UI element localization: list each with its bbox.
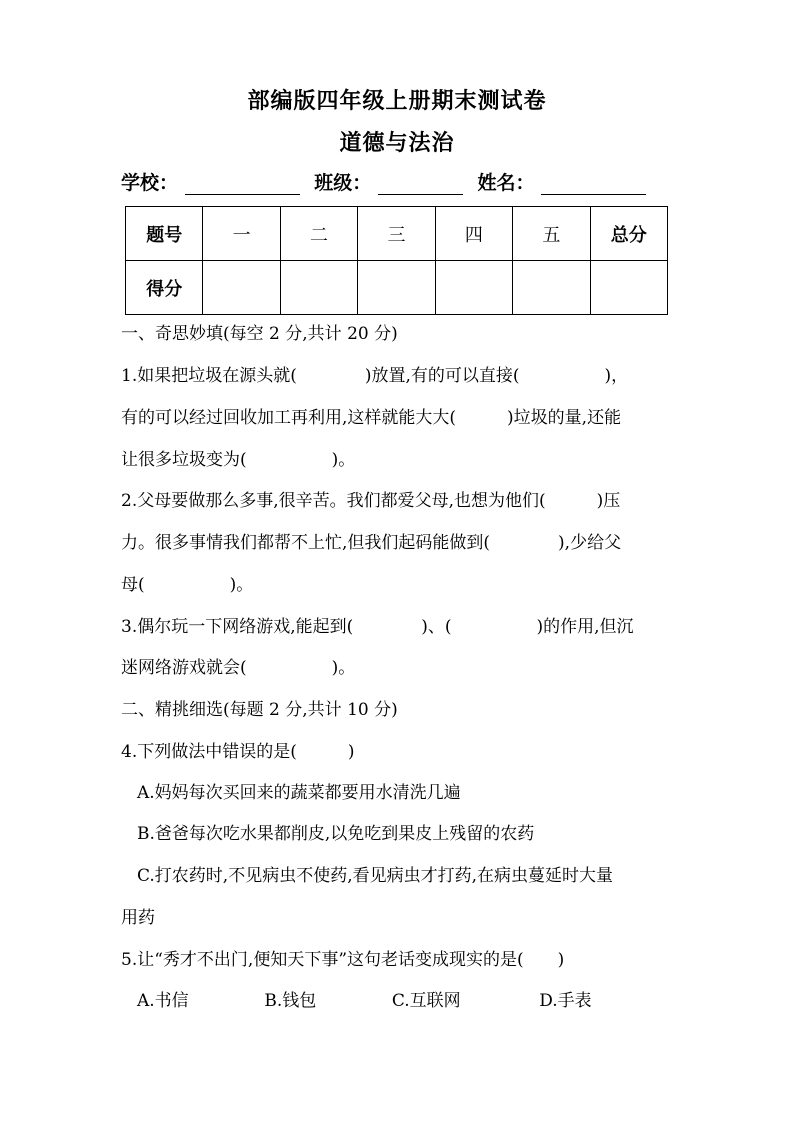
score-cell[interactable]: [590, 261, 667, 315]
class-label: 班级：: [314, 172, 372, 194]
score-table-header-cell: 四: [435, 207, 512, 261]
class-blank[interactable]: [378, 172, 463, 195]
name-label: 姓名：: [477, 172, 535, 194]
student-info-row: [121, 168, 681, 196]
score-row-label: 得分: [126, 261, 203, 315]
section1-heading: 一、奇思妙填(每空 2 分,共计 20 分): [121, 324, 398, 344]
q4-option-c-continued: 用药: [121, 908, 155, 928]
score-cell[interactable]: [203, 261, 280, 315]
section2-heading: 二、精挑细选(每题 2 分,共计 10 分): [121, 700, 398, 720]
score-table: [125, 206, 668, 315]
exam-title: 部编版四年级上册期末测试卷: [247, 88, 547, 114]
q5-option-d[interactable]: D.手表: [539, 991, 592, 1011]
score-table-header-cell: 题号: [126, 207, 203, 261]
score-table-header-cell: 三: [358, 207, 435, 261]
q2-line: 力。很多事情我们都帮不上忙,但我们起码能做到( ),少给父: [121, 533, 622, 553]
score-table-header-cell: 五: [513, 207, 590, 261]
school-label: 学校：: [121, 172, 179, 194]
q1-line: 1.如果把垃圾在源头就( )放置,有的可以直接( )，: [121, 366, 629, 386]
q4-option-c[interactable]: C.打农药时,不见病虫不使药,看见病虫才打药,在病虫蔓延时大量: [137, 866, 614, 886]
score-table-header-cell: 总分: [590, 207, 667, 261]
name-blank[interactable]: [541, 172, 646, 195]
q5-option-c[interactable]: C.互联网: [391, 991, 461, 1011]
score-cell[interactable]: [280, 261, 357, 315]
q4-option-a[interactable]: A.妈妈每次买回来的蔬菜都要用水清洗几遍: [137, 783, 461, 803]
score-cell[interactable]: [435, 261, 512, 315]
score-cell[interactable]: [358, 261, 435, 315]
q3-line: 迷网络游戏就会( )。: [121, 658, 356, 678]
q5-option-a[interactable]: A.书信: [137, 991, 189, 1011]
score-cell[interactable]: [513, 261, 590, 315]
q2-line: 2.父母要做那么多事,很辛苦。我们都爱父母,也想为他们( )压: [121, 491, 621, 511]
score-table-header-cell: 二: [280, 207, 357, 261]
q5-options-row: [137, 989, 697, 1013]
score-table-header-row: [126, 207, 668, 261]
q4-option-b[interactable]: B.爸爸每次吃水果都削皮,以免吃到果皮上残留的农药: [137, 824, 535, 844]
q2-line: 母( )。: [121, 575, 254, 595]
score-table-header-cell: 一: [203, 207, 280, 261]
q4-stem: 4.下列做法中错误的是( ): [121, 742, 355, 762]
q5-stem: 5.让“秀才不出门,便知天下事”这句老话变成现实的是( ): [121, 950, 565, 970]
q1-line: 有的可以经过回收加工再利用,这样就能大大( )垃圾的量,还能: [121, 408, 622, 428]
score-table-score-row: [126, 261, 668, 315]
q5-option-b[interactable]: B.钱包: [264, 991, 317, 1011]
q3-line: 3.偶尔玩一下网络游戏,能起到( )、( )的作用,但沉: [121, 617, 634, 637]
q1-line: 让很多垃圾变为( )。: [121, 450, 356, 470]
school-blank[interactable]: [185, 172, 300, 195]
exam-subtitle: 道德与法治: [339, 130, 455, 156]
